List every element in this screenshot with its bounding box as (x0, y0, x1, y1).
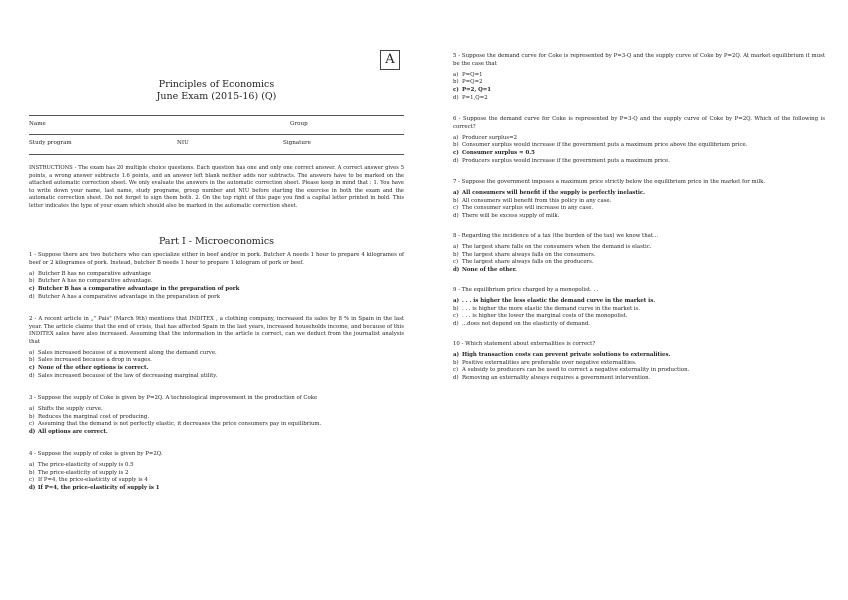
question-stem: 3 - Suppose the supply of Coke is given by P=2Q. A technological improvement in the production of Coke (29, 395, 318, 401)
group-field-label: Group (290, 121, 308, 127)
question-6 (453, 116, 825, 165)
question-stem: 4 - Suppose the supply of coke is given by P=2Q. (29, 451, 163, 457)
option-letter: a) (453, 190, 460, 196)
option-text: There will be excess supply of milk. (462, 213, 560, 220)
answer-option (453, 95, 825, 103)
question-stem: 7 - Suppose the government imposes a maximum price strictly below the equilibrium price in the market for milk. (453, 179, 766, 185)
option-text: The price-elasticity of supply is 2 (38, 469, 129, 476)
answer-option (29, 421, 404, 429)
option-letter: d) (29, 485, 36, 492)
option-letter: b) (453, 197, 459, 204)
option-letter: a) (29, 270, 35, 277)
question-stem: 10 - Which statement about externalities is correct? (453, 341, 596, 347)
option-text: P=Q=2 (462, 79, 483, 86)
option-letter: d) (453, 267, 460, 274)
answer-option (453, 259, 825, 267)
option-letter: c) (453, 313, 459, 320)
exam-type-badge: A (380, 50, 400, 70)
answer-option (453, 142, 825, 150)
answer-option (453, 158, 825, 166)
option-text: High transaction costs can prevent private solutions to externalities. (462, 352, 671, 358)
question-1 (29, 252, 404, 301)
option-text: . . . is higher the lower the marginal costs of the monopolist. (462, 313, 628, 320)
option-letter: c) (453, 367, 459, 374)
option-text: Sales increased because a drop in wages. (38, 357, 152, 364)
question-stem: 1 - Suppose there are two butchers who can specialize either in beef and/or in pork. Butcher A needs 1 hour to prepare 4 kilogrames of beef or 2 kilogrames of pork. Instead, butcher B needs 1 hour to prepare 1 kilogram of pork or beef. (29, 252, 404, 266)
option-text: The largest share always falls on the producers. (462, 259, 594, 266)
option-letter: b) (29, 413, 35, 420)
answer-option (453, 298, 825, 306)
option-text: Removing an externality always requires a government intervention. (462, 375, 651, 382)
question-stem: 8 - Regarding the incidence of a tax (the burden of the tax) we know that… (453, 233, 659, 239)
question-stem: 9 - The equilibrium price charged by a monopolist. . . (453, 287, 599, 293)
option-letter: a) (453, 298, 460, 304)
option-text: None of the other. (462, 267, 517, 274)
option-text: Consumer surplus = 0.5 (462, 149, 535, 156)
answer-option (29, 271, 404, 279)
option-letter: c) (29, 364, 35, 371)
option-text: All consumers will benefit from this policy in any case. (462, 197, 612, 204)
option-letter: a) (453, 71, 459, 78)
part-title: Part I - Microeconomics (158, 236, 275, 247)
answer-option (453, 205, 825, 213)
question-stem: 6 - Suppose the demand curve for Coke is represented by P=3-Q and the supply curve of Coke by P=2Q. Which of the following is correct? (453, 116, 825, 130)
option-text: . . . is higher the more elastic the demand curve in the market is. (462, 305, 641, 312)
header-rule-top (29, 115, 404, 116)
option-text: Butcher B has no comparative advantage (38, 270, 151, 277)
study-program-field-label: Study program (29, 140, 72, 146)
answer-option (453, 375, 825, 383)
niu-field-label: NIU (177, 140, 189, 146)
option-text: . . . is higher the less elastic the demand curve in the market is. (462, 298, 656, 304)
answer-option (29, 357, 404, 365)
option-letter: d) (453, 157, 459, 164)
answer-option (29, 462, 404, 470)
option-text: If P=4, the price-elasticity of supply is 4 (38, 477, 148, 484)
option-text: Butcher B has a comparative advantage in the preparation of pork (38, 285, 240, 292)
name-field-label: Name (29, 121, 46, 127)
question-4 (29, 451, 404, 493)
option-letter: a) (29, 406, 35, 412)
option-letter: d) (453, 213, 459, 220)
option-letter: d) (453, 94, 459, 101)
answer-option (29, 429, 404, 437)
answer-option (453, 367, 825, 375)
answer-option (453, 190, 825, 198)
answer-option (29, 373, 404, 381)
option-text: The largest share always falls on the consumers. (462, 251, 596, 258)
answer-option (453, 79, 825, 87)
option-letter: b) (453, 251, 459, 258)
answer-option (29, 278, 404, 286)
answer-option (29, 286, 404, 294)
answer-option (29, 414, 404, 422)
option-text: P=2, Q=1 (462, 86, 492, 93)
option-letter: c) (453, 259, 459, 266)
option-text: If P=4, the price-elasticity of supply is 1 (38, 485, 160, 492)
answer-option (29, 350, 404, 358)
option-text: The consumer surplus will increase in any case. (462, 205, 594, 212)
option-letter: b) (453, 305, 459, 312)
option-letter: c) (29, 477, 35, 484)
question-stem: 5 - Suppose the demand curve for Coke is represented by P=3-Q and the supply curve of Coke by P=2Q. At market equilibrium it must be the case that (453, 53, 825, 67)
answer-option (29, 485, 404, 493)
question-2 (29, 316, 404, 380)
option-letter: d) (29, 293, 35, 300)
option-text: P=1,Q=2 (462, 94, 488, 101)
option-text: All consumers will benefit if the supply is perfectly inelastic. (462, 190, 646, 196)
answer-option (29, 294, 404, 302)
option-text: The largest share falls on the consumers when the demand is elastic. (462, 244, 652, 250)
option-letter: a) (453, 244, 459, 250)
option-letter: b) (453, 79, 459, 86)
option-letter: b) (29, 278, 35, 285)
option-text: Producer surplus=2 (462, 134, 518, 141)
answer-option (453, 360, 825, 368)
answer-option (453, 135, 825, 143)
exam-instructions: INSTRUCTIONS - The exam has 20 multiple choice questions. Each question has one and only one correct answer. A correct answer gives 5 points, a wrong answer subtracts 1.6 points, and an answer left blank neither adds nor subtracts. The answers have to be marked on the attached automatic correction sheet. We only evaluate the answers in the automatic correction sheet. Please keep in mind that : 1. You have to write down your name, last name, study programe, group number and NIU before starting the exercise in both the exam and the automatic correction sheet. Do not forget to sign them both. 2. On the top right of this page you find a capital letter printed in bold. This letter indicates the type of your exam which should also be marked in the automatic correction sheet. (29, 165, 404, 209)
option-text: Shifts the supply curve. (38, 406, 103, 412)
option-letter: b) (29, 469, 35, 476)
option-text: Producers surplus would increase if the government puts a maximum price. (462, 157, 670, 164)
signature-field-label: Signature (283, 140, 311, 146)
question-10 (453, 341, 825, 383)
option-text: Consumer surplus would increase if the government puts a maximum price above the equilibrium price. (462, 142, 748, 149)
header-rule-middle (29, 134, 404, 135)
answer-option (453, 213, 825, 221)
option-letter: c) (453, 205, 459, 212)
option-letter: b) (29, 357, 35, 364)
option-letter: d) (453, 375, 459, 382)
option-letter: a) (453, 352, 460, 358)
answer-option (453, 352, 825, 360)
option-text: P=Q=1 (462, 71, 483, 78)
question-5 (453, 53, 825, 102)
exam-subtitle: June Exam (2015-16) (Q) (156, 91, 277, 102)
option-text: Positive externalities are preferable over negative externalities. (462, 359, 637, 366)
option-letter: d) (29, 429, 36, 436)
option-text: Butcher A has a comparative advantage in the preparation of pork (38, 293, 221, 300)
option-letter: b) (453, 359, 459, 366)
answer-option (29, 477, 404, 485)
question-7 (453, 179, 825, 221)
answer-option (453, 267, 825, 275)
option-letter: a) (29, 462, 35, 468)
option-text: Reduces the marginal cost of producing. (38, 413, 150, 420)
answer-option (453, 321, 825, 329)
answer-option (453, 244, 825, 252)
answer-option (453, 150, 825, 158)
option-letter: a) (29, 349, 35, 356)
option-letter: c) (453, 86, 459, 93)
option-text: None of the other options is correct. (38, 364, 149, 371)
answer-option (453, 306, 825, 314)
option-text: A subsidy to producers can be used to correct a negative externality in production. (462, 367, 690, 374)
option-letter: c) (29, 421, 35, 428)
option-text: All options are correct. (38, 429, 108, 436)
answer-option (29, 365, 404, 373)
option-text: ...does not depend on the elasticity of demand. (462, 321, 591, 328)
header-rule-bottom (29, 154, 404, 155)
question-3 (29, 395, 404, 437)
exam-title: Principles of Economics (158, 79, 275, 90)
answer-option (29, 406, 404, 414)
option-text: Sales increased because of a movement along the demand curve. (38, 349, 217, 356)
answer-option (453, 313, 825, 321)
option-text: The price-elasticity of supply is 0.5 (38, 462, 134, 468)
option-text: Butcher A has no comparative advantage. (38, 278, 153, 285)
question-9 (453, 287, 825, 329)
question-stem: 2 - A recent article in „" Pais" (March 9th) mentions that INDITEX , a clothing company, increased its sales by 8 % in Spain in the last year. The article claims that the end of crisis, that has affected Spain in the last years, increased households income, and because of this INDITEX sales have also increased. Assuming that the information in the article is correct, can we deduct from the journalist analysis that (29, 316, 404, 345)
option-letter: d) (453, 321, 459, 328)
option-letter: d) (29, 372, 35, 379)
option-letter: c) (29, 285, 35, 292)
option-letter: c) (453, 149, 459, 156)
question-8 (453, 233, 825, 275)
answer-option (453, 72, 825, 80)
option-letter: a) (453, 134, 459, 141)
answer-option (453, 252, 825, 260)
answer-option (453, 87, 825, 95)
option-text: Assuming that the demand is not perfectly elastic, it decreases the price consumers pay in equilibrium. (38, 421, 322, 428)
option-letter: b) (453, 142, 459, 149)
option-text: Sales increased because of the law of decreasing marginal utility. (38, 372, 218, 379)
answer-option (453, 198, 825, 206)
answer-option (29, 470, 404, 478)
